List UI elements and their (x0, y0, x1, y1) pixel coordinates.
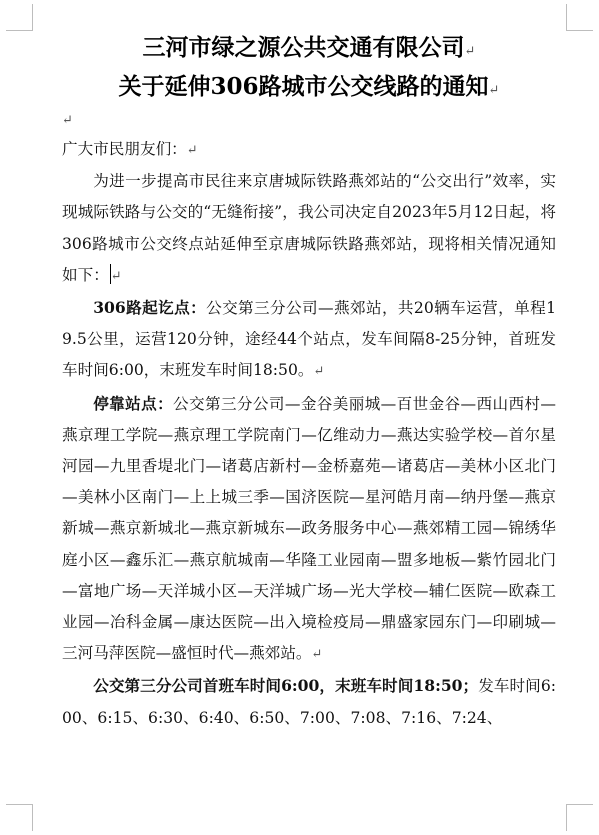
crop-mark-top-left (6, 4, 33, 31)
crop-mark-bottom-left (6, 804, 33, 831)
route-paragraph (62, 292, 556, 388)
crop-mark-top-right (566, 4, 593, 31)
paragraph-mark: ↵ (464, 44, 476, 59)
paragraph-mark: ↵ (110, 268, 122, 284)
empty-paragraph (62, 108, 556, 134)
document-body[interactable] (62, 30, 556, 734)
paragraph-mark: ↵ (186, 143, 198, 158)
schedule-label: 公交第三分公司首班车时间6:00，末班车时间18:50； (93, 676, 479, 696)
stops-paragraph (62, 388, 556, 671)
intro-paragraph: 为进一步提高市民往来京唐城际铁路燕郊站的“公交出行”效率，实现城际铁路与公交的“无缝衔接”，我公司决定自2023年5月12日起，将306路城市公交终点站延伸至京唐城际铁路燕郊站，现将相关情况通知如下： ↵ (62, 172, 556, 284)
paragraph-mark: ↵ (488, 83, 500, 98)
stops-text: 公交第三分公司—金谷美丽城—百世金谷—西山西村—燕京理工学院—燕京理工学院南门—亿维动力—燕达实验学校—首尔星河园—九里香堤北门—诸葛店新村—金桥嘉苑—诸葛店—美林小区北门—美林小区南门—上上城三季—国济医院—星河皓月南—纳丹堡—燕京新城—燕京新城北—燕京新城东—政务服务中心—燕郊精工园—锦绣华庭小区—鑫乐汇—燕京航城南—华隆工业园南—盟多地板—紫竹园北门—富地广场—天洋城小区—天洋城广场—光大学校—辅仁医院—欧森工业园—冶科金属—康达医院—出入境检疫局—鼎盛家园东门—印刷城—三河马萍医院—盛恒时代—燕郊站。 (62, 394, 556, 663)
paragraph-mark: ↵ (313, 364, 325, 380)
crop-mark-bottom-right (566, 804, 593, 831)
paragraph-mark: ↵ (311, 647, 323, 663)
route-label: 306路起讫点： (93, 298, 207, 318)
document-title-line-2: 关于延伸306路城市公交线路的通知↵ (118, 73, 500, 100)
route-text: 公交第三分公司—燕郊站，共20辆车运营，单程19.5公里，运营120分钟，途经44个站点，发车间隔8-25分钟，首班发车时间6:00，末班发车时间18:50。 (62, 299, 556, 380)
salutation: 广大市民朋友们：↵ (62, 140, 198, 158)
schedule-text: 发车时间6:00、6:15、6:30、6:40、6:50、7:00、7:08、7:16、7:24、 (62, 677, 556, 727)
schedule-paragraph (62, 670, 556, 733)
paragraph-mark: ↵ (62, 113, 73, 128)
document-title-line-1: 三河市绿之源公共交通有限公司↵ (142, 34, 476, 61)
stops-label: 停靠站点： (93, 393, 174, 413)
